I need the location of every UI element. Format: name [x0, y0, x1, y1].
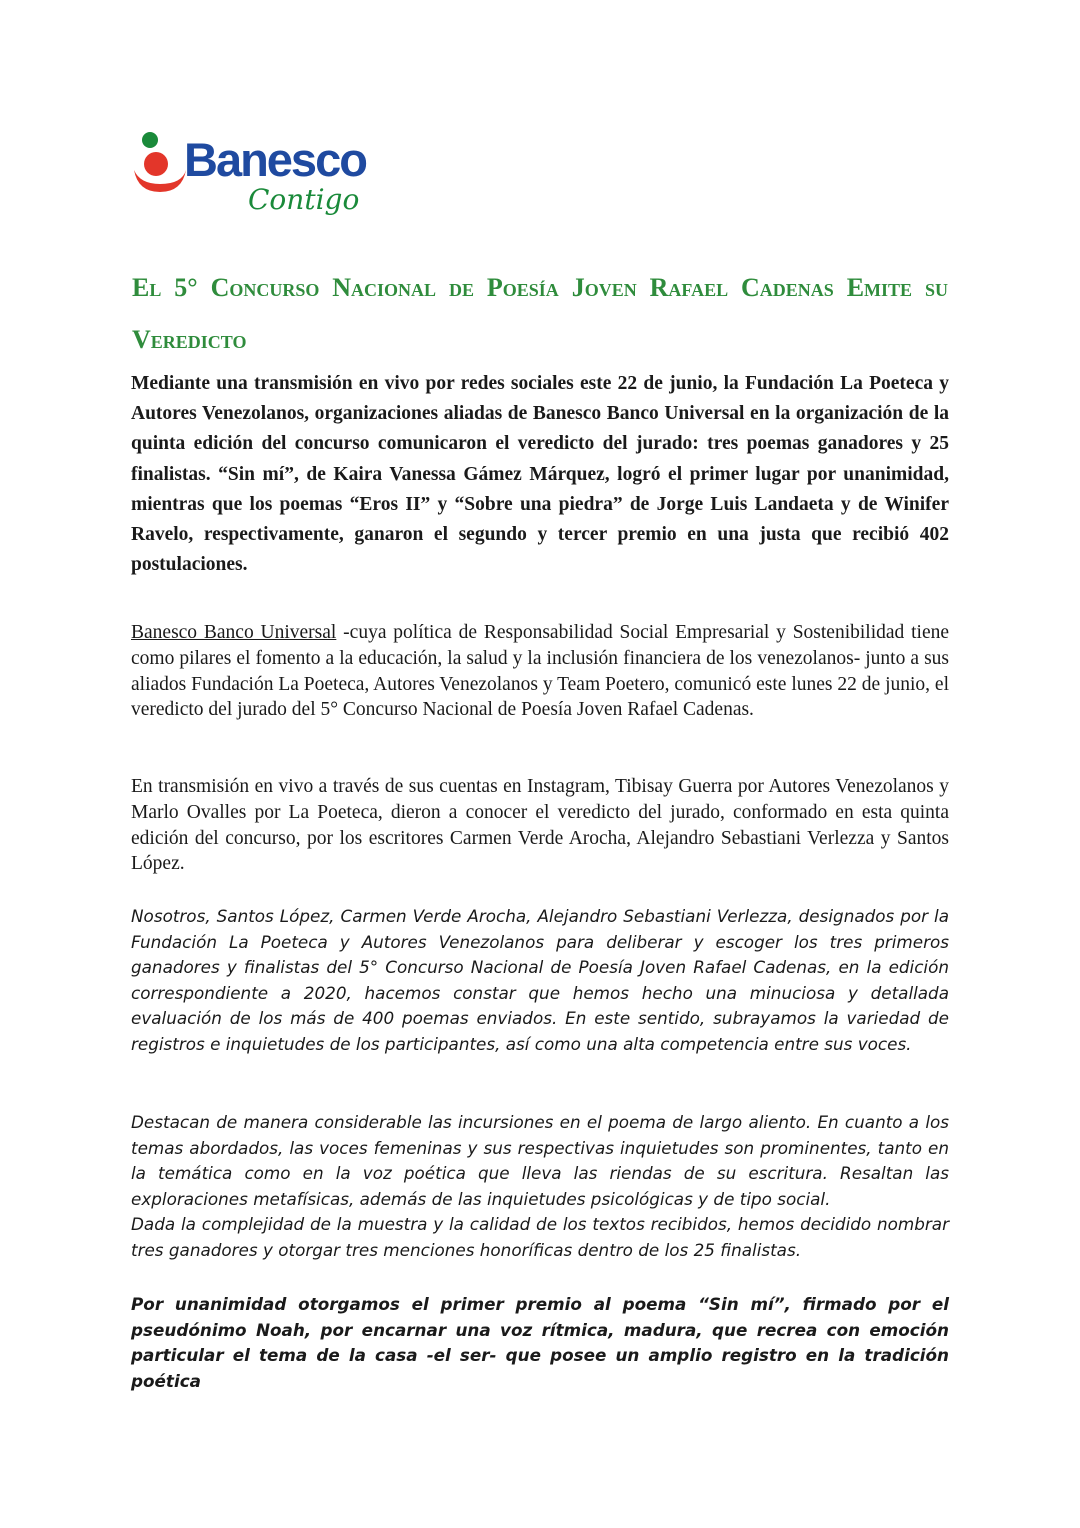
paragraph-primer-premio: Por unanimidad otorgamos el primer premio al poema “Sin mí”, firmado por el pseudónimo Noah, por encarnar una voz rítmica, madura, que recrea con emoción particular el tema de la casa -el ser- que posee un amplio registro en la tradición poética	[131, 1294, 949, 1391]
paragraph-destacan	[131, 1110, 949, 1263]
paragraph-banesco	[131, 620, 949, 723]
logo-tagline: Contigo	[248, 183, 360, 216]
banesco-logo	[132, 130, 402, 230]
paragraph-destacan-text: Destacan de manera considerable las incursiones en el poema de largo aliento. En cuanto a los temas abordados, las voces femeninas y sus respectivas inquietudes son prominentes, tanto en la temática como en la voz poética que lleva las riendas de su escritura. Resaltan las exploraciones metafísicas, además de las inquietudes psicológicas y de tipo social.	[131, 1112, 949, 1209]
paragraph-complejidad-text: Dada la complejidad de la muestra y la calidad de los textos recibidos, hemos decidido nombrar tres ganadores y otorgar tres menciones honoríficas dentro de los 25 finalistas.	[131, 1214, 949, 1260]
page-title: El 5° Concurso Nacional de Poesía Joven Rafael Cadenas Emite su Veredicto	[132, 273, 948, 354]
banesco-link[interactable]: Banesco Banco Universal	[131, 622, 337, 643]
banesco-logo-icon	[132, 130, 188, 194]
lead-paragraph: Mediante una transmisión en vivo por redes sociales este 22 de junio, la Fundación La Poeteca y Autores Venezolanos, organizaciones aliadas de Banesco Banco Universal en la organización de la quinta edición del concurso comunicaron el veredicto del jurado: tres poemas ganadores y 25 finalistas. “Sin mí”, de Kaira Vanessa Gámez Márquez, logró el primer lugar por unanimidad, mientras que los poemas “Eros II” y “Sobre una piedra” de Jorge Luis Landaeta y de Winifer Ravelo, respectivamente, ganaron el segundo y tercer premio en una justa que recibió 402 postulaciones.	[131, 373, 949, 576]
logo-wordmark: Banesco	[184, 133, 366, 186]
paragraph-jurado: Nosotros, Santos López, Carmen Verde Arocha, Alejandro Sebastiani Verlezza, designados por la Fundación La Poeteca y Autores Venezolanos para deliberar y escoger los tres primeros ganadores y finalistas del 5° Concurso Nacional de Poesía Joven Rafael Cadenas, en la edición correspondiente a 2020, hacemos constar que hemos hecho una minuciosa y detallada evaluación de los más de 400 poemas enviados. En este sentido, subrayamos la variedad de registros e inquietudes de los participantes, así como una alta competencia entre sus voces.	[131, 906, 949, 1054]
paragraph-transmision: En transmisión en vivo a través de sus cuentas en Instagram, Tibisay Guerra por Autores Venezolanos y Marlo Ovalles por La Poeteca, dieron a conocer el veredicto del jurado, conformado en esta quinta edición del concurso, por los escritores Carmen Verde Arocha, Alejandro Sebastiani Verlezza y Santos López.	[131, 776, 949, 875]
paragraph-banesco-text: -cuya política de Responsabilidad Social Empresarial y Sostenibilidad tiene como pilares el fomento a la educación, la salud y la inclusión financiera de los venezolanos- junto a sus aliados Fundación La Poeteca, Autores Venezolanos y Team Poetero, comunicó este lunes 22 de junio, el veredicto del jurado del 5° Concurso Nacional de Poesía Joven Rafael Cadenas.	[131, 622, 950, 721]
